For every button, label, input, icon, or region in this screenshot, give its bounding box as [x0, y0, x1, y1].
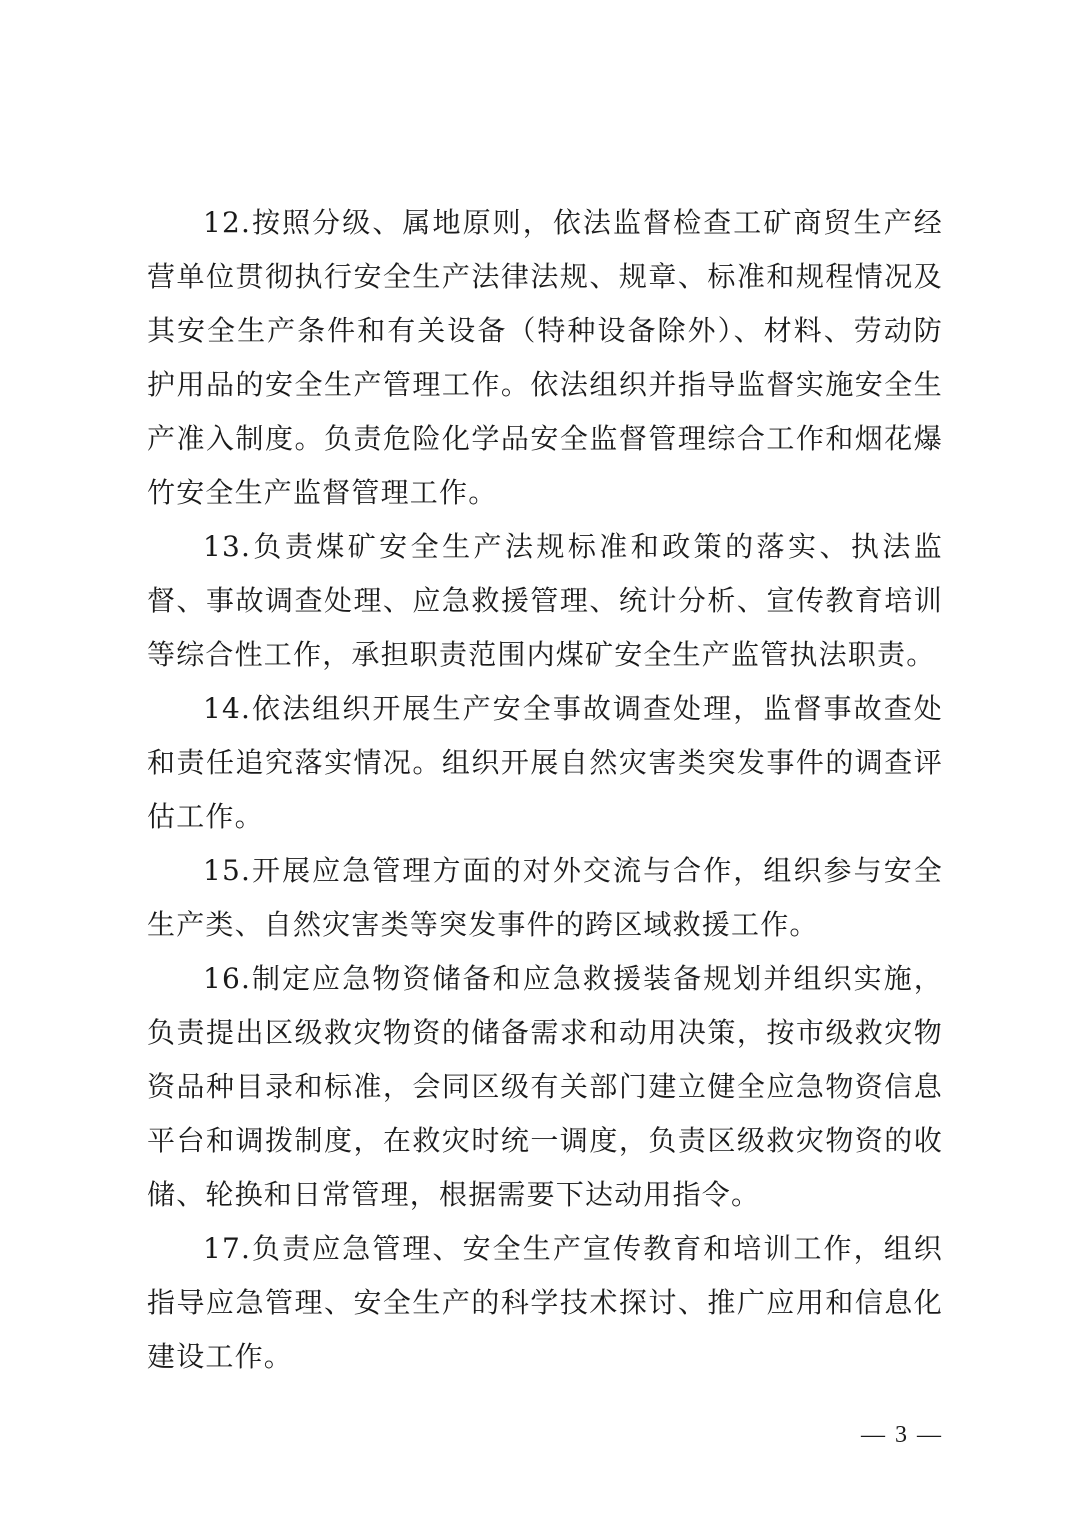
document-body [147, 196, 943, 1384]
page-number: — 3 — [861, 1422, 943, 1448]
paragraph-14: 14.依法组织开展生产安全事故调查处理，监督事故查处和责任追究落实情况。组织开展自然灾害类突发事件的调查评估工作。 [147, 692, 943, 833]
paragraph-16: 16.制定应急物资储备和应急救援装备规划并组织实施，负责提出区级救灾物资的储备需求和动用决策，按市级救灾物资品种目录和标准，会同区级有关部门建立健全应急物资信息平台和调拨制度，在救灾时统一调度，负责区级救灾物资的收储、轮换和日常管理，根据需要下达动用指令。 [147, 962, 943, 1211]
paragraph-15: 15.开展应急管理方面的对外交流与合作，组织参与安全生产类、自然灾害类等突发事件的跨区域救援工作。 [147, 854, 943, 941]
paragraph-17: 17.负责应急管理、安全生产宣传教育和培训工作，组织指导应急管理、安全生产的科学技术探讨、推广应用和信息化建设工作。 [147, 1232, 943, 1373]
paragraph-12: 12.按照分级、属地原则，依法监督检查工矿商贸生产经营单位贯彻执行安全生产法律法规、规章、标准和规程情况及其安全生产条件和有关设备（特种设备除外）、材料、劳动防护用品的安全生产管理工作。依法组织并指导监督实施安全生产准入制度。负责危险化学品安全监督管理综合工作和烟花爆竹安全生产监督管理工作。 [147, 206, 943, 509]
paragraph-13: 13.负责煤矿安全生产法规标准和政策的落实、执法监督、事故调查处理、应急救援管理、统计分析、宣传教育培训等综合性工作，承担职责范围内煤矿安全生产监管执法职责。 [147, 530, 943, 671]
